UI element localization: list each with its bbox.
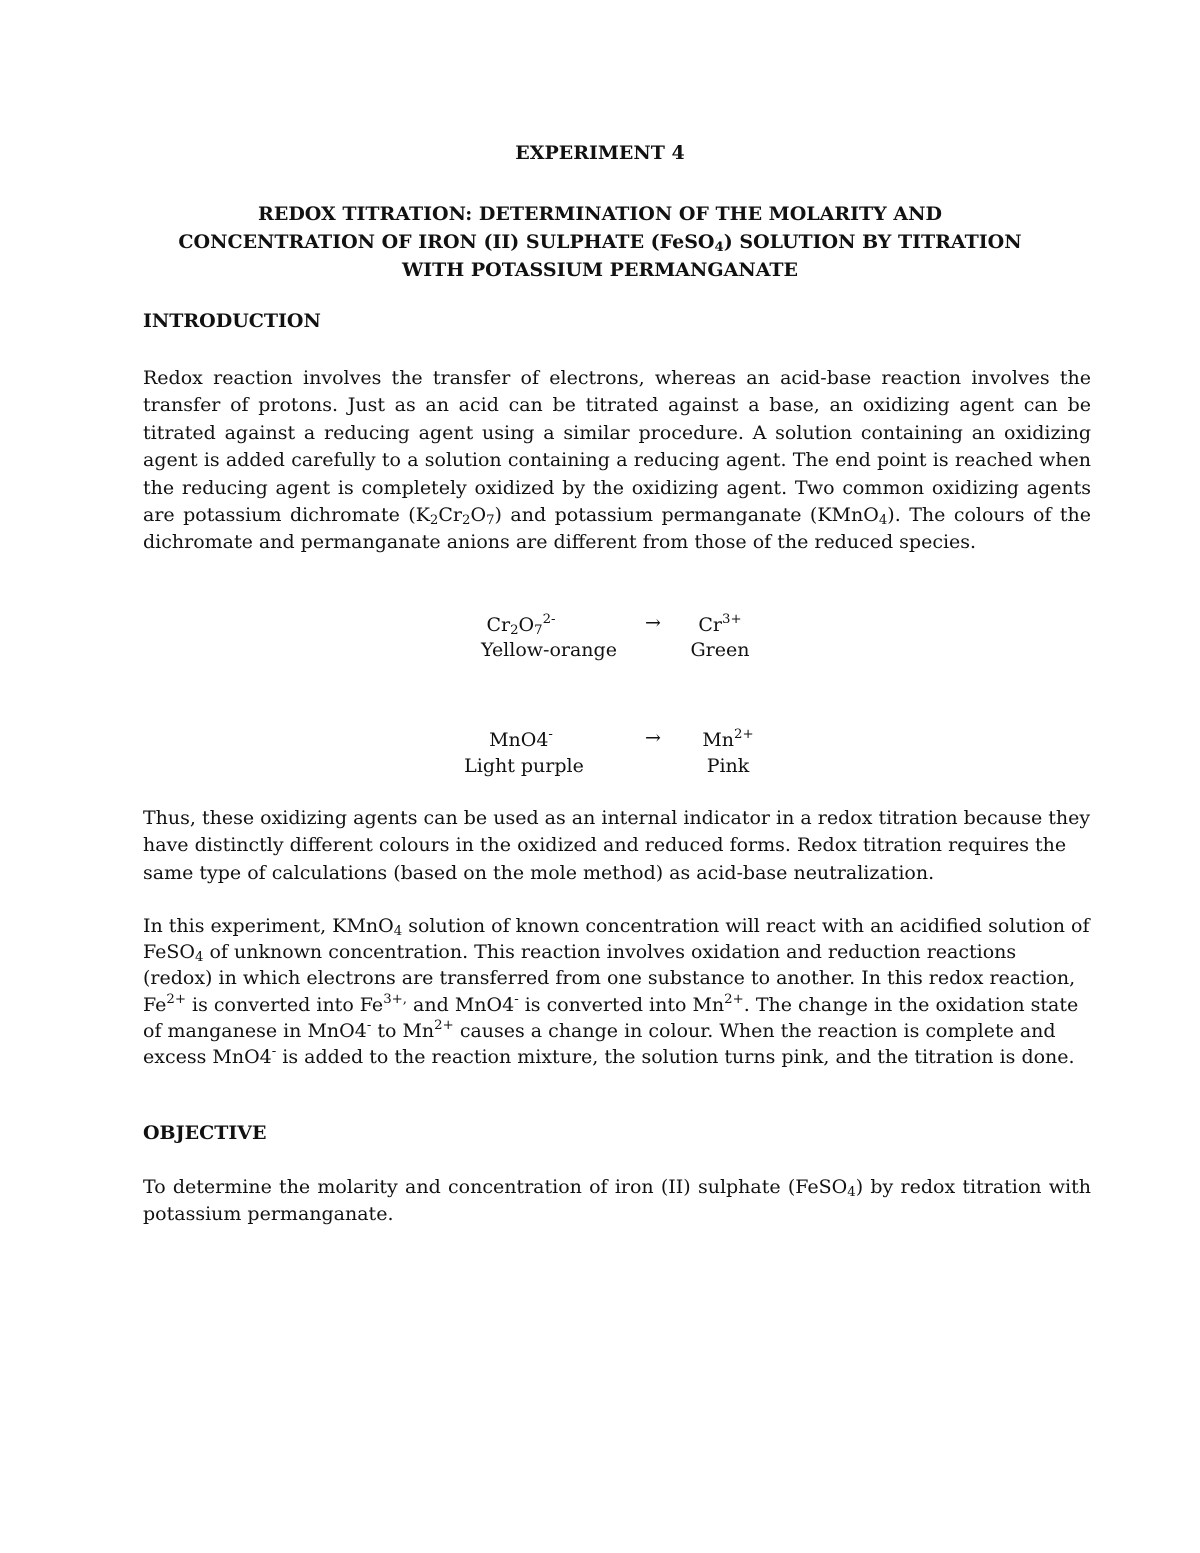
subscript: 4 — [194, 950, 204, 966]
paragraph-text: solution of known concentration will react with an acidified solution of FeSO — [143, 915, 1090, 964]
paragraph-text: is added to the reaction mixture, the solution turns pink, and the titration is done. — [276, 1046, 1075, 1069]
paragraph-text: ) by redox titration with potassium permanganate. — [143, 1176, 1091, 1226]
superscript: 3+ — [722, 612, 742, 627]
formula-text: Mn — [702, 729, 735, 751]
paragraph-text: of unknown concentration. This reaction involves oxidation and reduction reactions (redox) in which electrons are transferred from one substance to another. In this redox reaction, Fe — [143, 941, 1076, 1016]
paragraph-text: In this experiment, KMnO — [143, 915, 394, 937]
subscript: 2 — [462, 513, 471, 529]
document-title: EXPERIMENT 4 — [515, 142, 685, 164]
superscript: 2+ — [724, 991, 744, 1007]
formula-text: MnO4 — [489, 729, 549, 751]
superscript: - — [548, 727, 553, 742]
equation-1-right-color: Green — [690, 639, 750, 661]
paragraph-text: To determine the molarity and concentration of iron (II) sulphate (FeSO — [143, 1176, 848, 1198]
introduction-paragraph — [143, 365, 1091, 557]
equation-2-arrow: → — [645, 727, 661, 749]
subscript: 2 — [429, 513, 439, 529]
objective-paragraph — [143, 1174, 1091, 1229]
subscript: 4 — [847, 1185, 856, 1200]
formula-text: Cr — [486, 614, 511, 636]
superscript: - — [366, 1017, 372, 1033]
paragraph-text: Redox reaction involves the transfer of electrons, whereas an acid-base reaction involves the transfer of protons. Just as an acid can be titrated against a base, an oxidizing agent can be titrated against a reducing agent using a similar procedure. A solution containing an oxidizing agent is added carefully to a solution containing a reducing agent. The end point is reached when the reducing agent is completely oxidized by the oxidizing agent. Two common oxidizing agents are potassium dichromate (K — [143, 367, 1091, 527]
paragraph-text: ) and potassium permanganate (KMnO — [494, 504, 879, 527]
paragraph-text: to Mn — [371, 1019, 435, 1042]
superscript: 2+ — [166, 991, 186, 1007]
subtitle-text: ) SOLUTION BY TITRATION — [723, 231, 1022, 253]
subscript: 7 — [486, 513, 495, 529]
subscript: 4 — [714, 240, 724, 255]
superscript: 2+ — [434, 1017, 454, 1033]
subscript: 7 — [534, 623, 543, 638]
subscript: 4 — [393, 924, 403, 939]
paragraph-text: ). The colours of the dichromate and permanganate anions are different from those of the reduced species. — [143, 504, 1091, 554]
subtitle-line-1: REDOX TITRATION: DETERMINATION OF THE MOLARITY AND — [258, 203, 942, 225]
equation-1-right-formula — [620, 612, 820, 639]
document-subtitle — [150, 200, 1050, 284]
paragraph-text: Cr — [438, 504, 463, 527]
superscript: - — [514, 991, 519, 1007]
paragraph-text: . The change in the oxidation state of manganese in MnO4 — [143, 993, 1079, 1042]
introduction-heading: INTRODUCTION — [143, 310, 321, 332]
superscript: 2- — [542, 612, 556, 627]
paragraph-text: causes a change in colour. When the reaction is complete and excess MnO4 — [143, 1019, 1056, 1069]
indicator-paragraph: Thus, these oxidizing agents can be used as an internal indicator in a redox titration because they have distinctly different colours in the oxidized and reduced forms. Redox titration requires the same type of calculations (based on the mole method) as acid-base neutralization. — [143, 807, 1091, 884]
equation-1-left-color: Yellow-orange — [481, 639, 617, 661]
equation-2-left-formula — [421, 727, 621, 754]
subtitle-line-2 — [150, 228, 1050, 256]
subtitle-text: CONCENTRATION OF IRON (II) SULPHATE (FeSO — [178, 231, 715, 253]
superscript: 3+, — [383, 991, 408, 1007]
paragraph-text: and MnO4 — [407, 993, 515, 1016]
formula-text: Cr — [698, 614, 722, 636]
equation-2-left-color: Light purple — [464, 755, 584, 777]
subscript: 4 — [878, 513, 888, 529]
subtitle-line-3: WITH POTASSIUM PERMANGANATE — [401, 259, 799, 281]
paragraph-text: is converted into Mn — [518, 993, 725, 1016]
paragraph-text: O — [470, 504, 487, 527]
equation-2-right-color: Pink — [706, 755, 750, 777]
superscript: - — [271, 1044, 277, 1060]
subscript: 2 — [510, 623, 519, 638]
equation-2-right-formula — [628, 727, 828, 754]
paragraph-text: is converted into Fe — [186, 993, 384, 1016]
superscript: 2+ — [734, 727, 754, 742]
objective-heading: OBJECTIVE — [143, 1122, 267, 1144]
formula-text: O — [518, 614, 535, 636]
equation-1-arrow: → — [645, 612, 661, 634]
experiment-paragraph — [143, 913, 1091, 1070]
equation-1-left-formula — [421, 612, 621, 639]
